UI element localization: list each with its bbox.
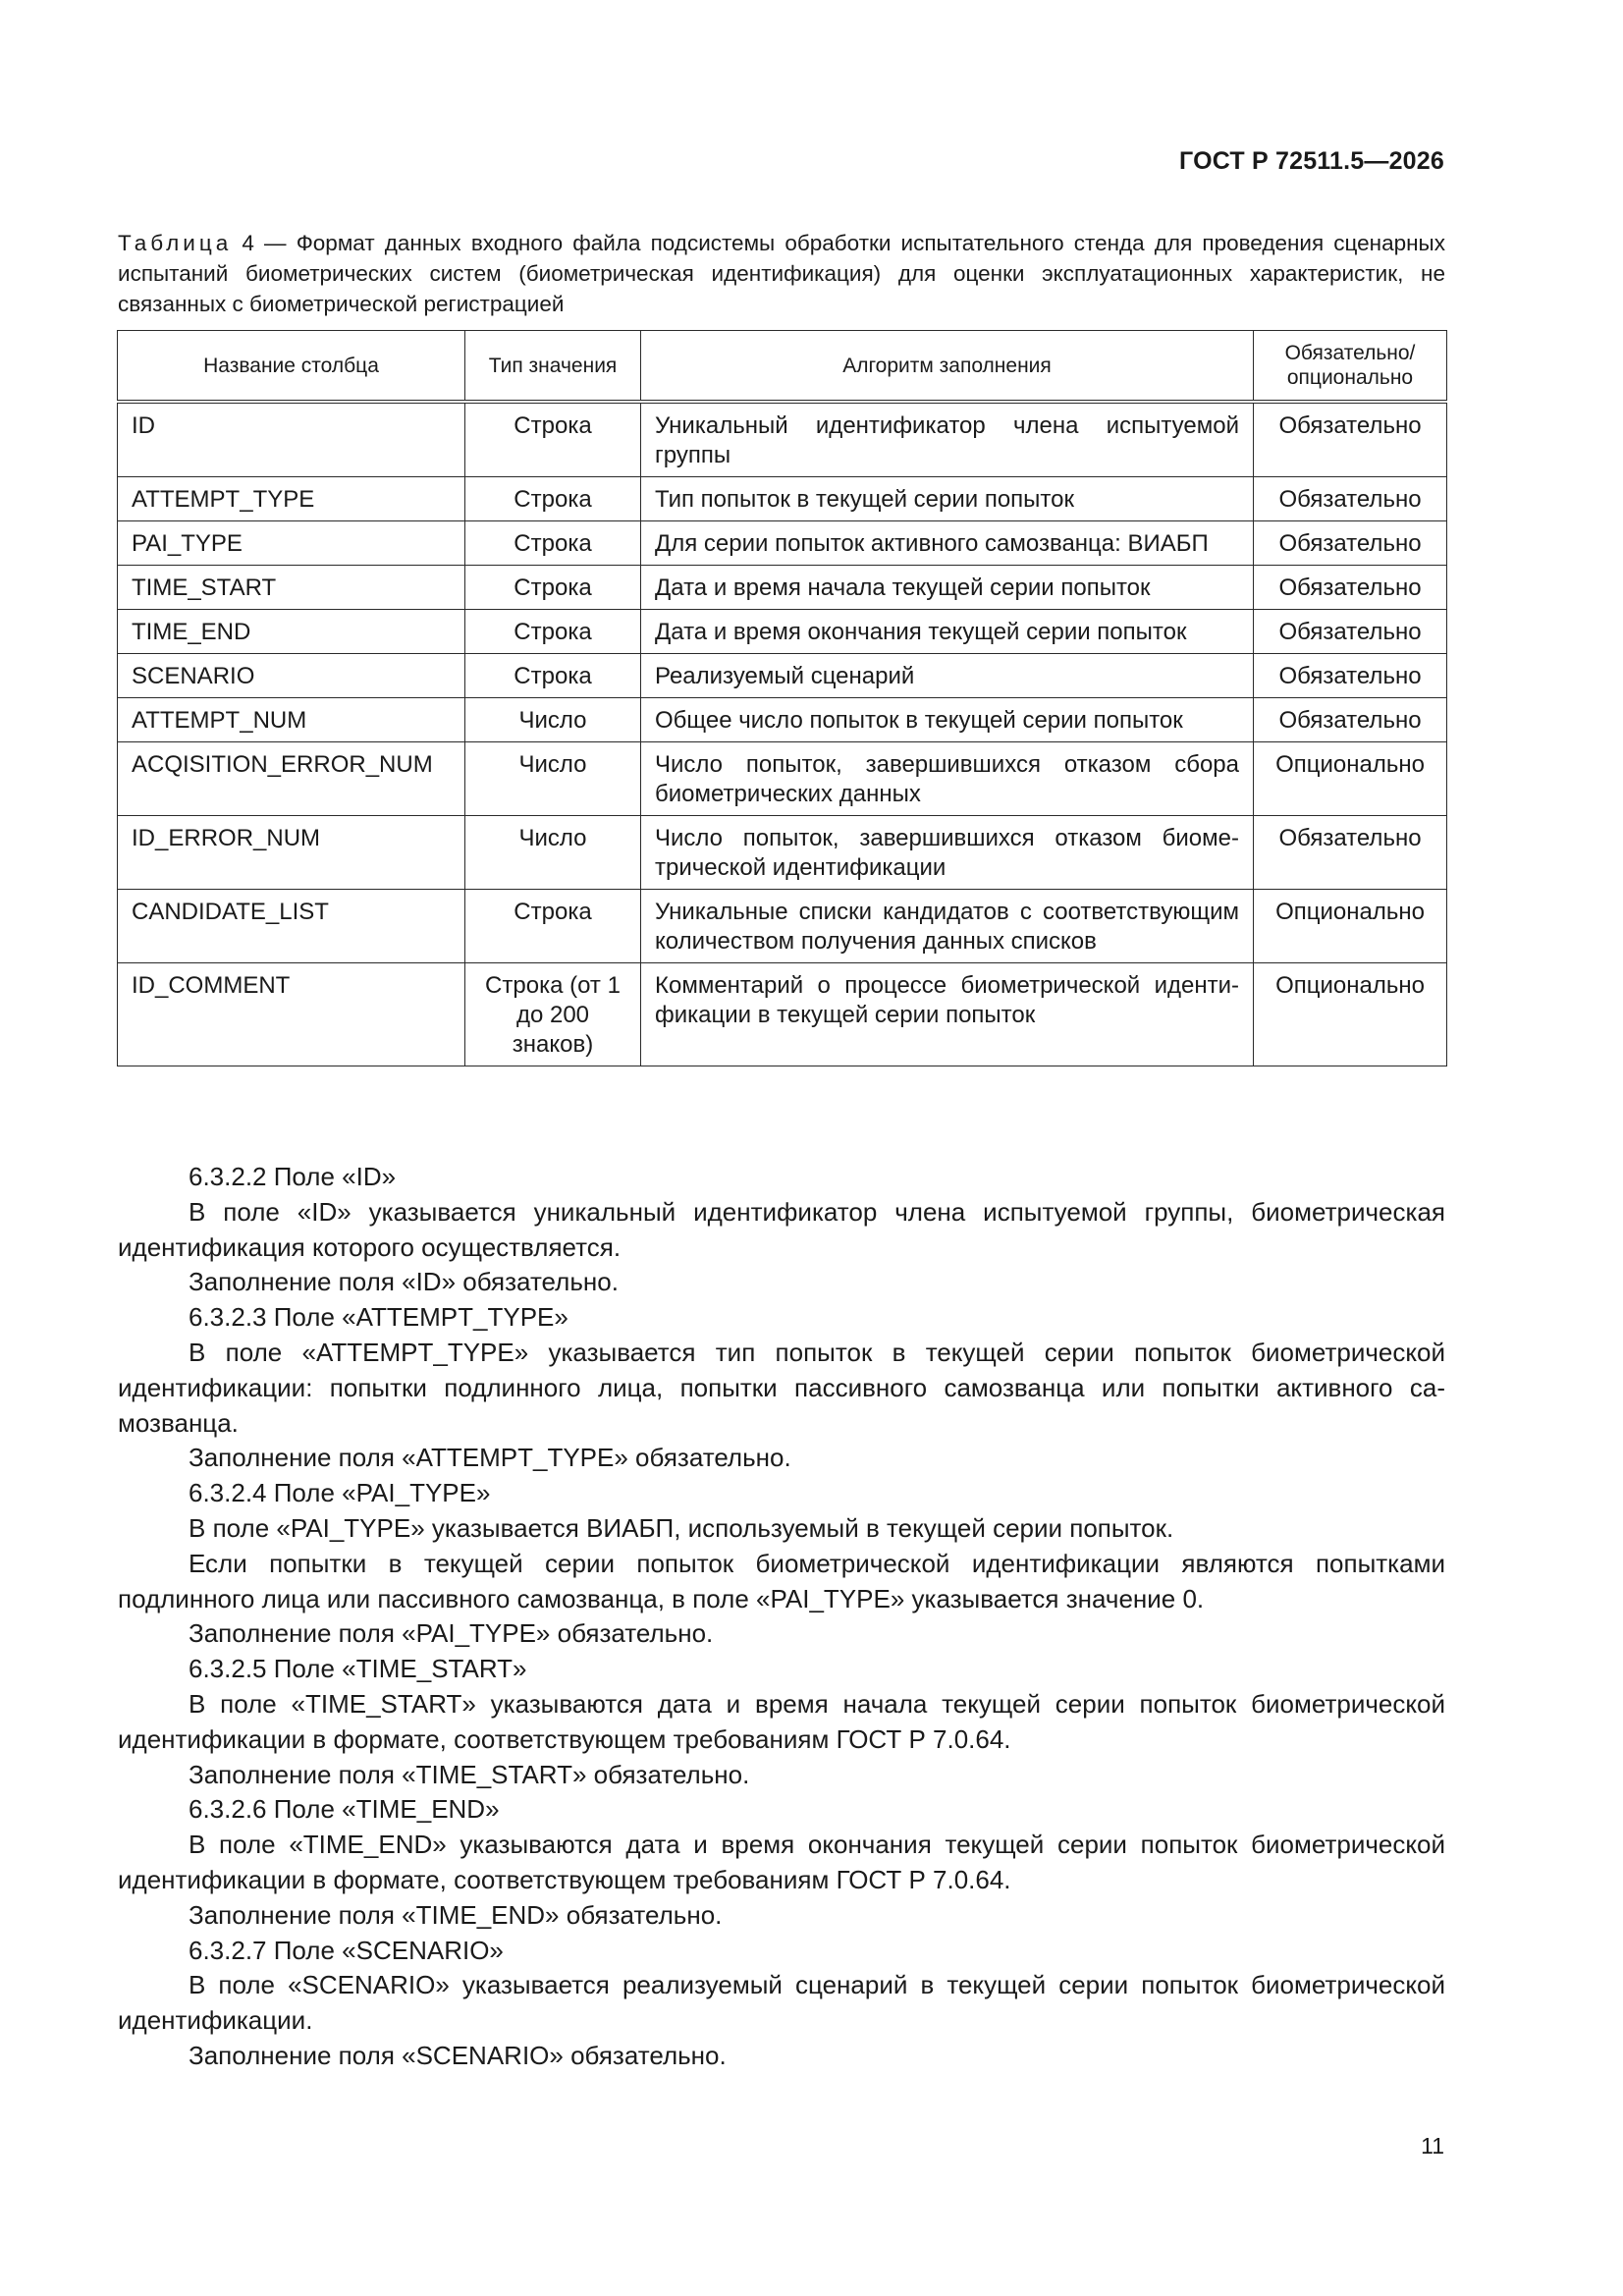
field-name-cell: ACQISITION_ERROR_NUM <box>118 742 465 816</box>
required-cell: Опционально <box>1254 963 1447 1066</box>
fill-algorithm-cell: Общее число попыток в текущей серии попыток <box>641 698 1254 742</box>
paragraph: Если попытки в текущей серии попыток биометрической идентификации являются попытками подлинного лица или пассивного самозванца, в поле «PAI_TYPE» указывается значение 0. <box>118 1548 1445 1613</box>
paragraph: Заполнение поля «ID» обязательно. <box>189 1267 619 1297</box>
fill-algorithm-cell: Комментарий о процессе биометрической идентификации в текущей серии попыток <box>641 963 1254 1066</box>
column-header-required: Обязательно/ опционально <box>1254 331 1447 403</box>
field-name-cell: ATTEMPT_NUM <box>118 698 465 742</box>
fill-algorithm-cell: Дата и время начала текущей серии попыток <box>641 566 1254 610</box>
table-caption-label: Таблица <box>118 231 233 255</box>
fill-algorithm-cell: Число попыток, завершившихся отказом биометрической идентификации <box>641 816 1254 890</box>
paragraph: В поле «PAI_TYPE» указывается ВИАБП, используемый в текущей серии попыток. <box>189 1512 1174 1543</box>
paragraph: 6.3.2.7 Поле «SCENARIO» <box>189 1935 504 1965</box>
column-header-algorithm: Алгоритм заполнения <box>641 331 1254 403</box>
paragraph: В поле «TIME_START» указываются дата и время начала текущей серии попыток биометрической идентификации в формате, соответствующем требованиям ГОСТ Р 7.0.64. <box>118 1688 1445 1754</box>
value-type-cell: Число <box>465 816 641 890</box>
table-header-row <box>118 331 1447 403</box>
table-row <box>118 521 1447 566</box>
table-row <box>118 610 1447 654</box>
required-cell: Обязательно <box>1254 654 1447 698</box>
value-type-cell: Строка <box>465 890 641 963</box>
value-type-cell: Число <box>465 698 641 742</box>
table-row <box>118 654 1447 698</box>
value-type-cell: Строка <box>465 610 641 654</box>
fill-algorithm-cell: Тип попыток в текущей серии попыток <box>641 477 1254 521</box>
paragraph: В поле «SCENARIO» указывается реализуемый сценарий в текущей серии попыток биометрической идентификации. <box>118 1970 1445 2036</box>
value-type-cell: Строка <box>465 477 641 521</box>
field-name-cell: TIME_END <box>118 610 465 654</box>
field-name-cell: ID_COMMENT <box>118 963 465 1066</box>
value-type-cell: Строка <box>465 654 641 698</box>
page-number: 11 <box>1421 2133 1444 2159</box>
table-body <box>118 402 1447 1066</box>
paragraph: 6.3.2.3 Поле «ATTEMPT_TYPE» <box>189 1302 568 1333</box>
value-type-cell: Строка <box>465 521 641 566</box>
required-cell: Обязательно <box>1254 521 1447 566</box>
required-cell: Обязательно <box>1254 698 1447 742</box>
table-row <box>118 742 1447 816</box>
paragraph: 6.3.2.6 Поле «TIME_END» <box>189 1794 500 1825</box>
field-name-cell: CANDIDATE_LIST <box>118 890 465 963</box>
required-cell: Обязательно <box>1254 610 1447 654</box>
fill-algorithm-cell: Число попыток, завершившихся отказом сбора биометрических данных <box>641 742 1254 816</box>
field-name-cell: TIME_START <box>118 566 465 610</box>
fill-algorithm-cell: Дата и время окончания текущей серии попыток <box>641 610 1254 654</box>
fill-algorithm-cell: Для серии попыток активного самозванца: ВИАБП <box>641 521 1254 566</box>
section-text <box>118 1160 1445 2074</box>
paragraph: В поле «ATTEMPT_TYPE» указывается тип попыток в текущей серии попыток биометрической идентификации: попытки подлинного лица, попытки пассивного самозванца или попытки активного самозванца. <box>118 1337 1445 1438</box>
data-format-table <box>117 330 1447 1066</box>
table-row <box>118 816 1447 890</box>
value-type-cell: Число <box>465 742 641 816</box>
paragraph: 6.3.2.4 Поле «PAI_TYPE» <box>189 1478 491 1508</box>
table-caption <box>118 228 1445 319</box>
paragraph: 6.3.2.5 Поле «TIME_START» <box>189 1654 527 1684</box>
paragraph: Заполнение поля «SCENARIO» обязательно. <box>189 2040 727 2070</box>
table-row <box>118 963 1447 1066</box>
field-name-cell: SCENARIO <box>118 654 465 698</box>
required-cell: Обязательно <box>1254 402 1447 477</box>
table-row <box>118 477 1447 521</box>
value-type-cell: Строка <box>465 566 641 610</box>
field-name-cell: ID_ERROR_NUM <box>118 816 465 890</box>
paragraph: В поле «TIME_END» указываются дата и время окончания текущей серии попыток биометрической идентификации в формате, соответствующем требованиям ГОСТ Р 7.0.64. <box>118 1830 1445 1894</box>
table-caption-text: 4 — Формат данных входного файла подсистемы обработки испытательного стенда для проведения сценарных испытаний биометрических систем (биометрическая идентификация) для оценки эксплуатационных характеристик, не связанных с биометрической регистрацией <box>118 231 1445 316</box>
table-row <box>118 566 1447 610</box>
column-header-name: Название столбца <box>118 331 465 403</box>
fill-algorithm-cell: Уникальный идентификатор члена испытуемой группы <box>641 402 1254 477</box>
required-cell: Опционально <box>1254 742 1447 816</box>
field-name-cell: ATTEMPT_TYPE <box>118 477 465 521</box>
paragraph: Заполнение поля «TIME_START» обязательно. <box>189 1759 750 1789</box>
table-row <box>118 698 1447 742</box>
fill-algorithm-cell: Уникальные списки кандидатов с соответствующим количеством получения данных списков <box>641 890 1254 963</box>
required-cell: Обязательно <box>1254 566 1447 610</box>
paragraph: Заполнение поля «TIME_END» обязательно. <box>189 1899 723 1930</box>
paragraph: Заполнение поля «PAI_TYPE» обязательно. <box>189 1618 714 1649</box>
required-cell: Опционально <box>1254 890 1447 963</box>
paragraph: 6.3.2.2 Поле «ID» <box>189 1162 397 1191</box>
column-header-type: Тип значения <box>465 331 641 403</box>
value-type-cell: Строка <box>465 402 641 477</box>
value-type-cell: Строка (от 1 до 200 знаков) <box>465 963 641 1066</box>
paragraph: Заполнение поля «ATTEMPT_TYPE» обязательно. <box>189 1443 791 1473</box>
table-row <box>118 402 1447 477</box>
fill-algorithm-cell: Реализуемый сценарий <box>641 654 1254 698</box>
document-code: ГОСТ Р 72511.5—2026 <box>1179 147 1444 175</box>
paragraph: В поле «ID» указывается уникальный идентификатор члена испытуемой группы, биометрическая идентификация которого осуществляется. <box>118 1196 1445 1262</box>
table-row <box>118 890 1447 963</box>
field-name-cell: ID <box>118 402 465 477</box>
field-name-cell: PAI_TYPE <box>118 521 465 566</box>
required-cell: Обязательно <box>1254 816 1447 890</box>
required-cell: Обязательно <box>1254 477 1447 521</box>
